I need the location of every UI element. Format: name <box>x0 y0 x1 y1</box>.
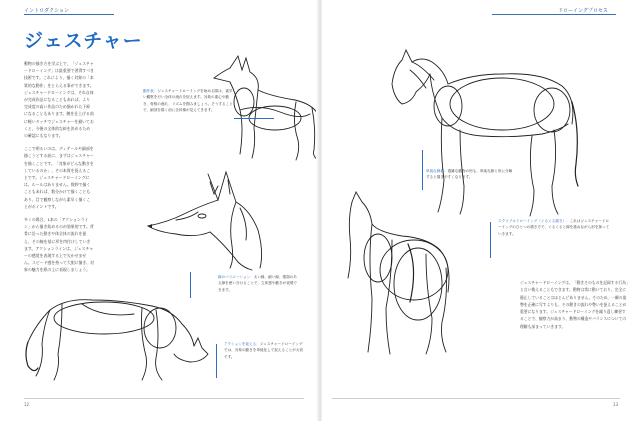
annotation-lead: スクリブルドローイング（ぐるぐる描き）： <box>498 219 570 223</box>
annotation-lead: アクションを捉える： <box>224 342 260 346</box>
annotation-text: 太い線、細い線、強弱のある線を使い分けることで、立体感や動きが表現できます。 <box>218 275 297 292</box>
left-page <box>0 0 318 421</box>
right-page <box>322 0 640 421</box>
annotation-lead: 線のバリエーション： <box>218 275 254 279</box>
annotation-text: ジェスチャードローイングを始める際は、素早い観察を行い全体の流れを捉えます。対象の重心や動き、骨格の流れ、リズムを掴みましょう。そうすることで、細部を描く前に全体像が見えてきます。 <box>143 89 233 112</box>
fox-head-sketch <box>140 168 270 273</box>
annotation-horse-top <box>426 168 514 181</box>
annotation-fox-head <box>218 274 298 293</box>
annotation-text: ジェスチャードローイングでは、対象の動きを単純化して捉えることが大切です。 <box>224 342 304 359</box>
section-header-left: イントロダクション <box>24 8 69 14</box>
page-number-left: 12 <box>24 402 30 407</box>
annotation-fox-top <box>143 88 233 113</box>
page-title: ジェスチャー <box>24 30 143 52</box>
annotation-pointer <box>422 150 423 190</box>
fox-walking-sketch <box>22 284 222 384</box>
annotation-pointer <box>490 222 491 258</box>
left-body-text <box>24 60 94 280</box>
body-paragraph: ここで明るいのは、ディテールや細部を描こうとする前に、まずはジェスチャーを描くことです。「対象がどんな動きをしているのか」、その本質を捉えることです。ジェスチャードローイングには、ルールはありません。数秒で描くこともあれば、数分かけて描くこともあり、目で観察しながら素早く描くことがポイントです。 <box>24 146 94 209</box>
section-header-right: ドローイングプロセス <box>558 8 608 14</box>
body-paragraph: 多くの場合、1本の「アクションライン」から描き始めるのが効果的です。背骨に沿った動きや体全体の流れを捉え、その線を基に形を肉付けしていきます。アクションラインは、ジェスチャーの感覚を表現する上で欠かせません。スピード感を持って大胆に描き、対象の魅力を紙の上に表現しましょう。 <box>24 217 94 273</box>
header-rule-right <box>492 14 616 15</box>
footer-rule-right <box>332 398 620 399</box>
header-rule-left <box>24 14 114 15</box>
annotation-text: これはジェスチャードローイングのひとつの描き方で、ぐるぐると線を重ねながら形を探っていきます。 <box>498 219 610 236</box>
annotation-pointer <box>234 118 274 119</box>
right-body-text: ジェスチャードローイングは、「動きそのものを記録する行為」と言い換えることもできます。動物は常に動いており、完全に静止していることはほとんどありません。そのため、一瞬の姿勢を正確に写すよりも、その動きの流れや勢いを捉えることが重要になります。ジェスチャードローイングを繰り返し練習することで、観察力が高まり、動物の構造やバランスについての理解も深まっていきます。 <box>520 280 628 329</box>
annotation-horse-back <box>498 218 610 237</box>
annotation-pointer <box>216 344 217 378</box>
annotation-lead: 動作表： <box>143 89 158 93</box>
page-number-right: 13 <box>612 402 618 407</box>
body-paragraph: 動物の描き方を学ぶ上で、「ジェスチャードローイング」は最重要で習得すべき技術です。これにより、描く対象の「本質的な動作」をとらえる事ができます。ジェスチャードローイングは、それ自体が完成作品になることもあれば、より完成度の高い作品のため描かれた下絵になることもあります。腕を仕上げる前に軽いタッチでジェスチャーを描いておくと、今後の全体的な絵を決めるための確認にもなります。 <box>24 61 94 139</box>
horse-back-sketch <box>322 188 462 358</box>
footer-rule-left <box>24 398 304 399</box>
annotation-fox-walking <box>224 341 304 360</box>
annotation-text: 複雑な動物の形も、単純な線と形に分解すると描きやすくなります。 <box>426 169 513 180</box>
annotation-lead: 単純な線描： <box>426 169 448 173</box>
annotation-pointer <box>190 272 191 298</box>
